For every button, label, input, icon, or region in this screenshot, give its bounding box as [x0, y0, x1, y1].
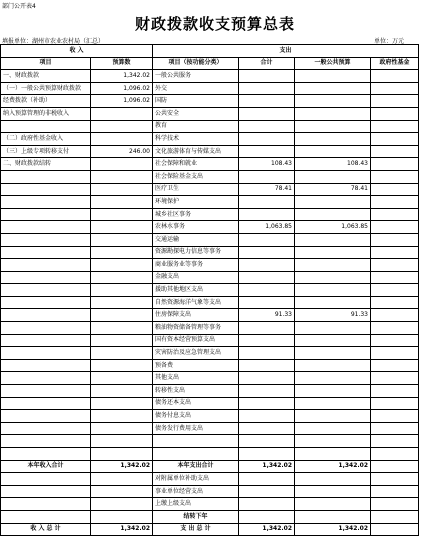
expense-total-cell: [239, 422, 295, 435]
income-budget-cell: [91, 196, 153, 209]
expense-item-cell: 文化旅游体育与传媒支出: [153, 145, 239, 158]
table-row: [1, 107, 419, 120]
income-grand-total-value: 1,342.02: [91, 523, 153, 536]
income-item-cell: [1, 359, 91, 372]
expense-general-cell: [295, 372, 371, 385]
expense-general-cell: [295, 145, 371, 158]
table-row: [1, 498, 419, 511]
expense-general-cell: [295, 410, 371, 423]
income-item-cell: [1, 485, 91, 498]
expense-item-cell: 转移性支出: [153, 385, 239, 398]
expense-item-cell: 国有资本经营预算支出: [153, 334, 239, 347]
expense-fund-cell: [371, 120, 419, 133]
expense-year-fund-value: [371, 460, 419, 473]
expense-total-cell: [239, 259, 295, 272]
table-row: [1, 410, 419, 423]
expense-item-cell: [153, 448, 239, 461]
expense-total-cell: [239, 145, 295, 158]
income-item-cell: [1, 233, 91, 246]
income-item-cell: 经费拨款（补助）: [1, 95, 91, 108]
year-total-row: [1, 460, 419, 473]
expense-total-cell: [239, 359, 295, 372]
income-budget-cell: [91, 422, 153, 435]
expense-total-cell: [239, 170, 295, 183]
expense-general-cell: 1,063.85: [295, 221, 371, 234]
expense-general-cell: [295, 259, 371, 272]
expense-fund-cell: [371, 208, 419, 221]
income-budget-cell: [91, 259, 153, 272]
expense-general-cell: [295, 385, 371, 398]
expense-item-cell: 社会保障和就业: [153, 158, 239, 171]
income-budget-cell: [91, 221, 153, 234]
expense-general-cell: [295, 422, 371, 435]
income-item-cell: [1, 120, 91, 133]
expense-item-cell: 医疗卫生: [153, 183, 239, 196]
expense-total-cell: [239, 322, 295, 335]
expense-item-cell: 科学技术: [153, 133, 239, 146]
table-row: [1, 271, 419, 284]
expense-general-cell: 91.33: [295, 309, 371, 322]
expense-total-header: 合计: [239, 57, 295, 70]
table-row: [1, 158, 419, 171]
expense-general-cell: [295, 208, 371, 221]
income-item-cell: [1, 246, 91, 259]
expense-fund-cell: [371, 145, 419, 158]
income-year-total-label: 本年收入合计: [1, 460, 91, 473]
expense-item-cell: 住房保障支出: [153, 309, 239, 322]
table-row: [1, 422, 419, 435]
expense-item-cell: 城乡社区事务: [153, 208, 239, 221]
expense-total-cell: [239, 435, 295, 448]
expense-total-cell: [239, 284, 295, 297]
expense-general-cell: [295, 246, 371, 259]
expense-total-cell: [239, 498, 295, 511]
expense-general-cell: [295, 95, 371, 108]
table-row: [1, 120, 419, 133]
income-item-cell: [1, 284, 91, 297]
expense-general-cell: [295, 82, 371, 95]
expense-year-general-value: 1,342.02: [295, 460, 371, 473]
income-budget-cell: [91, 498, 153, 511]
table-row: [1, 473, 419, 486]
income-budget-cell: [91, 183, 153, 196]
expense-fund-cell: [371, 133, 419, 146]
header-row-group: [1, 45, 419, 58]
income-budget-cell: [91, 385, 153, 398]
expense-general-cell: [295, 170, 371, 183]
expense-total-cell: [239, 208, 295, 221]
income-item-cell: [1, 347, 91, 360]
table-row: [1, 284, 419, 297]
income-item-cell: [1, 385, 91, 398]
expense-item-cell: 资源勘探电力信息等事务: [153, 246, 239, 259]
expense-fund-cell: [371, 498, 419, 511]
expense-general-cell: [295, 322, 371, 335]
expense-general-header: 一般公共预算: [295, 57, 371, 70]
expense-fund-cell: [371, 82, 419, 95]
expense-fund-cell: [371, 170, 419, 183]
expense-general-cell: [295, 347, 371, 360]
expense-total-cell: [239, 296, 295, 309]
income-budget-cell: [91, 120, 153, 133]
expense-general-cell: [295, 107, 371, 120]
income-budget-cell: [91, 347, 153, 360]
expense-item-cell: 其他支出: [153, 372, 239, 385]
expense-fund-cell: [371, 309, 419, 322]
expense-general-cell: 108.43: [295, 158, 371, 171]
income-item-cell: [1, 473, 91, 486]
expense-item-cell: 外交: [153, 82, 239, 95]
expense-total-cell: [239, 133, 295, 146]
expense-fund-cell: [371, 359, 419, 372]
expense-item-cell: 自然资源海洋气象等支出: [153, 296, 239, 309]
table-row: [1, 385, 419, 398]
table-row: [1, 145, 419, 158]
expense-item-header: 项目（按功能分类）: [153, 57, 239, 70]
income-budget-cell: 1,096.02: [91, 82, 153, 95]
expense-item-cell: 社会保险基金支出: [153, 170, 239, 183]
expense-fund-cell: [371, 473, 419, 486]
income-budget-cell: 246.00: [91, 145, 153, 158]
income-item-cell: [1, 183, 91, 196]
expense-fund-cell: [371, 183, 419, 196]
expense-total-cell: [239, 485, 295, 498]
expense-item-cell: 事业单位经营支出: [153, 485, 239, 498]
expense-total-cell: [239, 246, 295, 259]
income-budget-cell: [91, 133, 153, 146]
expense-total-cell: 91.33: [239, 309, 295, 322]
expense-general-cell: [295, 334, 371, 347]
income-item-cell: [1, 296, 91, 309]
expense-fund-cell: [371, 334, 419, 347]
income-item-cell: [1, 372, 91, 385]
expense-item-cell: 商业服务业等事务: [153, 259, 239, 272]
expense-grand-general-value: 1,342.02: [295, 523, 371, 536]
expense-general-cell: [295, 498, 371, 511]
expense-header: 支出: [153, 45, 419, 58]
income-budget-cell: [91, 296, 153, 309]
expense-total-cell: 78.41: [239, 183, 295, 196]
income-item-cell: [1, 397, 91, 410]
expense-item-cell: 债务发行费用支出: [153, 422, 239, 435]
table-row: [1, 372, 419, 385]
income-item-cell: （二）政府性基金收入: [1, 133, 91, 146]
income-budget-cell: [91, 334, 153, 347]
income-budget-cell: [91, 158, 153, 171]
expense-total-cell: [239, 510, 295, 523]
expense-fund-cell: [371, 372, 419, 385]
income-header: 收 入: [1, 45, 153, 58]
income-budget-cell: [91, 107, 153, 120]
expense-item-cell: 上缴上级支出: [153, 498, 239, 511]
table-row: [1, 485, 419, 498]
income-budget-cell: 1,342.02: [91, 70, 153, 83]
expense-general-cell: 78.41: [295, 183, 371, 196]
expense-total-cell: [239, 107, 295, 120]
income-item-cell: （三）上级专项转移支付: [1, 145, 91, 158]
table-row: [1, 233, 419, 246]
table-row: [1, 259, 419, 272]
expense-fund-cell: [371, 70, 419, 83]
income-budget-cell: [91, 309, 153, 322]
income-item-cell: [1, 422, 91, 435]
income-budget-cell: [91, 510, 153, 523]
income-grand-total-label: 收 入 总 计: [1, 523, 91, 536]
expense-total-cell: [239, 95, 295, 108]
income-year-total-value: 1,342.02: [91, 460, 153, 473]
expense-total-cell: [239, 410, 295, 423]
expense-fund-cell: [371, 485, 419, 498]
income-item-cell: [1, 510, 91, 523]
income-budget-cell: [91, 397, 153, 410]
expense-fund-cell: [371, 385, 419, 398]
table-row: [1, 246, 419, 259]
expense-fund-cell: [371, 322, 419, 335]
grand-total-row: [1, 523, 419, 536]
expense-general-cell: [295, 397, 371, 410]
expense-fund-cell: [371, 233, 419, 246]
expense-item-cell: 公共安全: [153, 107, 239, 120]
income-item-cell: [1, 170, 91, 183]
expense-item-cell: 粮油物资储备管理等事务: [153, 322, 239, 335]
table-number-label: 部门公开表4: [2, 3, 36, 10]
expense-grand-total-label: 支 出 总 计: [153, 523, 239, 536]
expense-fund-cell: [371, 196, 419, 209]
table-row: [1, 510, 419, 523]
income-budget-cell: [91, 208, 153, 221]
income-item-cell: [1, 221, 91, 234]
table-row: [1, 359, 419, 372]
expense-grand-total-value: 1,342.02: [239, 523, 295, 536]
table-row: [1, 322, 419, 335]
income-item-cell: [1, 334, 91, 347]
expense-fund-cell: [371, 410, 419, 423]
income-item-cell: [1, 410, 91, 423]
income-budget-cell: [91, 448, 153, 461]
expense-general-cell: [295, 120, 371, 133]
expense-item-cell: 一般公共服务: [153, 70, 239, 83]
expense-general-cell: [295, 435, 371, 448]
income-item-cell: [1, 498, 91, 511]
expense-fund-cell: [371, 259, 419, 272]
expense-item-cell: 国防: [153, 95, 239, 108]
expense-year-total-label: 本年支出合计: [153, 460, 239, 473]
expense-fund-header: 政府性基金: [371, 57, 419, 70]
income-budget-cell: [91, 435, 153, 448]
income-budget-cell: 1,096.02: [91, 95, 153, 108]
expense-general-cell: [295, 510, 371, 523]
table-row: [1, 397, 419, 410]
expense-total-cell: [239, 82, 295, 95]
expense-fund-cell: [371, 510, 419, 523]
expense-item-cell: 预备费: [153, 359, 239, 372]
income-budget-cell: [91, 170, 153, 183]
expense-general-cell: [295, 133, 371, 146]
income-item-cell: [1, 435, 91, 448]
expense-item-cell: 援助其他地区支出: [153, 284, 239, 297]
table-row: [1, 296, 419, 309]
income-item-cell: 二、财政拨款结转: [1, 158, 91, 171]
expense-item-cell: 环境保护: [153, 196, 239, 209]
table-row: [1, 208, 419, 221]
expense-item-cell: 金融支出: [153, 271, 239, 284]
income-item-header: 项目: [1, 57, 91, 70]
expense-fund-cell: [371, 422, 419, 435]
income-item-cell: 纳入预算管理的非税收入: [1, 107, 91, 120]
income-budget-cell: [91, 233, 153, 246]
expense-total-cell: [239, 334, 295, 347]
table-row: [1, 196, 419, 209]
expense-fund-cell: [371, 271, 419, 284]
income-budget-cell: [91, 322, 153, 335]
expense-item-cell: 结转下年: [153, 510, 239, 523]
income-budget-header: 预算数: [91, 57, 153, 70]
income-item-cell: [1, 271, 91, 284]
income-item-cell: [1, 196, 91, 209]
expense-item-cell: 农林水事务: [153, 221, 239, 234]
table-row: [1, 309, 419, 322]
income-item-cell: [1, 448, 91, 461]
expense-fund-cell: [371, 448, 419, 461]
income-item-cell: 一、财政拨款: [1, 70, 91, 83]
page-title: 财政拨款收支预算总表: [134, 15, 295, 33]
expense-total-cell: [239, 347, 295, 360]
income-item-cell: [1, 208, 91, 221]
income-budget-cell: [91, 372, 153, 385]
table-row: [1, 82, 419, 95]
income-item-cell: [1, 309, 91, 322]
expense-total-cell: 1,063.85: [239, 221, 295, 234]
expense-fund-cell: [371, 158, 419, 171]
income-item-cell: [1, 322, 91, 335]
expense-total-cell: [239, 70, 295, 83]
table-row: [1, 448, 419, 461]
expense-general-cell: [295, 473, 371, 486]
expense-item-cell: 交通运输: [153, 233, 239, 246]
expense-general-cell: [295, 70, 371, 83]
expense-general-cell: [295, 359, 371, 372]
expense-item-cell: 债务付息支出: [153, 410, 239, 423]
income-budget-cell: [91, 473, 153, 486]
expense-fund-cell: [371, 397, 419, 410]
expense-general-cell: [295, 448, 371, 461]
expense-total-cell: [239, 385, 295, 398]
expense-fund-cell: [371, 107, 419, 120]
expense-total-cell: [239, 372, 295, 385]
expense-total-cell: 108.43: [239, 158, 295, 171]
expense-general-cell: [295, 271, 371, 284]
table-row: [1, 334, 419, 347]
income-budget-cell: [91, 246, 153, 259]
expense-grand-fund-value: [371, 523, 419, 536]
expense-fund-cell: [371, 246, 419, 259]
income-item-cell: [1, 259, 91, 272]
table-row: [1, 70, 419, 83]
income-budget-cell: [91, 410, 153, 423]
expense-total-cell: [239, 271, 295, 284]
expense-total-cell: [239, 233, 295, 246]
table-row: [1, 170, 419, 183]
expense-fund-cell: [371, 284, 419, 297]
table-row: [1, 221, 419, 234]
income-budget-cell: [91, 359, 153, 372]
expense-fund-cell: [371, 435, 419, 448]
expense-general-cell: [295, 296, 371, 309]
budget-table: [0, 44, 419, 536]
income-item-cell: （一）一般公共预算财政拨款: [1, 82, 91, 95]
header-row-columns: [1, 57, 419, 70]
expense-general-cell: [295, 284, 371, 297]
table-row: [1, 435, 419, 448]
table-row: [1, 347, 419, 360]
income-budget-cell: [91, 271, 153, 284]
expense-item-cell: 债务还本支出: [153, 397, 239, 410]
expense-total-cell: [239, 397, 295, 410]
expense-total-cell: [239, 120, 295, 133]
expense-item-cell: [153, 435, 239, 448]
expense-fund-cell: [371, 95, 419, 108]
expense-total-cell: [239, 448, 295, 461]
expense-fund-cell: [371, 347, 419, 360]
table-row: [1, 133, 419, 146]
expense-total-cell: [239, 473, 295, 486]
expense-general-cell: [295, 233, 371, 246]
currency-unit: 单位：万元: [373, 38, 404, 45]
expense-total-cell: [239, 196, 295, 209]
expense-year-total-value: 1,342.02: [239, 460, 295, 473]
expense-item-cell: 教育: [153, 120, 239, 133]
expense-fund-cell: [371, 221, 419, 234]
income-budget-cell: [91, 485, 153, 498]
table-row: [1, 95, 419, 108]
expense-item-cell: 对附属单位补助支出: [153, 473, 239, 486]
reporting-unit: 填报单位：湖州市农业农村局（汇总）: [2, 38, 105, 45]
expense-general-cell: [295, 485, 371, 498]
expense-general-cell: [295, 196, 371, 209]
expense-item-cell: 灾害防治及应急管理支出: [153, 347, 239, 360]
table-row: [1, 183, 419, 196]
income-budget-cell: [91, 284, 153, 297]
expense-fund-cell: [371, 296, 419, 309]
